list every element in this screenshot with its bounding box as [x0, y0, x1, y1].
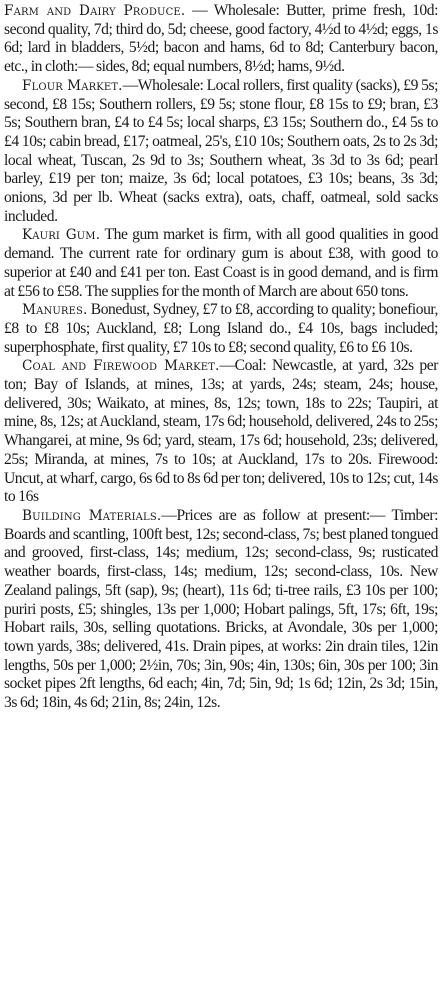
kauri-gum-paragraph: [4, 226, 438, 301]
building-materials-paragraph: [4, 507, 438, 713]
section-heading: Flour Market.: [22, 77, 123, 94]
section-heading: Manures.: [22, 302, 88, 319]
coal-firewood-paragraph: [4, 357, 438, 507]
section-body: —Coal: Newcastle, at yard, 32s per ton; Bay of Islands, at mines, 13s; at yards, 24s; steam, 24s; house, delivered, 30s; Waikato, at mines, 8s, 12s; town, 18s to 22s; Taupiri, at mine, 8s, 12s; at Auckland, steam, 17s 6d; household, delivered, 24s to 25s; Whangarei, at mine, 9s 6d; yard, steam, 17s 6d; household, 23s; delivered, 25s; Miranda, at mines, 7s to 10s; at Auckland, 17s to 20s. Firewood: Uncut, at wharf, cargo, 6s 6d to 8s 6d per ton; delivered, 10s to 12s; cut, 14s to 16s: [4, 357, 438, 506]
section-heading: Building Materials.: [22, 507, 162, 524]
manures-paragraph: [4, 301, 438, 357]
section-body: The gum market is firm, with all good qualities in good demand. The current rate for ordinary gum is about £38, with good to superior at £40 and £41 per ton. East Coast is in good demand, and is firm at £56 to £58. The supplies for the month of March are about 650 tons.: [4, 226, 438, 300]
section-body: —Prices are as follow at present:— Timber: Boards and scantling, 100ft best, 12s; second-class, 7s; best planed tongued and grooved, first-class, 14s; medium, 12s; second-class, 9s; rusticated weather boards, first-class, 14s; medium, 12s; second-class, 10s. New Zealand palings, 5ft (sap), 9s; (heart), 11s 6d; ti-tree rails, £3 10s per 100; puriri posts, £5; shingles, 13s per 1,000; Hobart palings, 5ft, 17s; 6ft, 19s; Hobart rails, 30s, selling quotations. Bricks, at Avondale, 30s per 1,000; town yards, 38s; delivered, 41s. Drain pipes, at works: 2in drain tiles, 12in lengths, 50s per 1,000; 2½in, 70s; 3in, 90s; 4in, 130s; 6in, 30s per 100; 3in socket pipes 2ft lengths, 6d each; 4in, 7d; 5in, 9d; 1s 6d; 12in, 2s 3d; 15in, 3s 6d; 18in, 4s 6d; 21in, 8s; 24in, 12s.: [4, 506, 438, 712]
section-body: Bonedust, Sydney, £7 to £8, according to quality; bonefiour, £8 to £8 10s; Auckland, £8; Long Island do., £4 10s, bags included; superphosphate, first quality, £7 10s to £8; second quality, £6 to £6 10s.: [4, 301, 438, 356]
section-body: — Wholesale: Butter, prime fresh, 10d: second quality, 7d; third do, 5d; cheese, good factory, 4½d to 4½d; eggs, 1s 6d; lard in bladders, 5½d; bacon and hams, 6d to 8d; Canterbury bacon, etc., in cloth:— sides, 8d; equal numbers, 8½d; hams, 9½d.: [4, 2, 438, 76]
flour-market-paragraph: [4, 77, 438, 227]
section-heading: Farm and Dairy Produce.: [4, 3, 186, 19]
section-heading: Kauri Gum.: [22, 227, 101, 244]
section-heading: Coal and Firewood Market.: [22, 358, 220, 375]
farm-dairy-produce-paragraph: [4, 2, 438, 77]
section-body: —Wholesale: Local rollers, first quality (sacks), £9 5s; second, £8 15s; Southern rollers, £9 5s; stone flour, £8 15s to £9; bran, £3 5s; Southern bran, £4 to £4 5s; local sharps, £3 15s; Southern do., £4 5s to £4 10s; cabin bread, £17; oatmeal, 25's, £10 10s; Southern oats, 2s to 2s 3d; local wheat, Tuscan, 2s 9d to 3s; Southern wheat, 3s 3d to 3s 6d; pearl barley, £19 per ton; maize, 3s 6d; local potatoes, £3 10s; beans, 3s 3d; onions, 3d per lb. Wheat (sacks extra), oats, chaff, oatmeal, sold sacks included.: [4, 76, 439, 225]
